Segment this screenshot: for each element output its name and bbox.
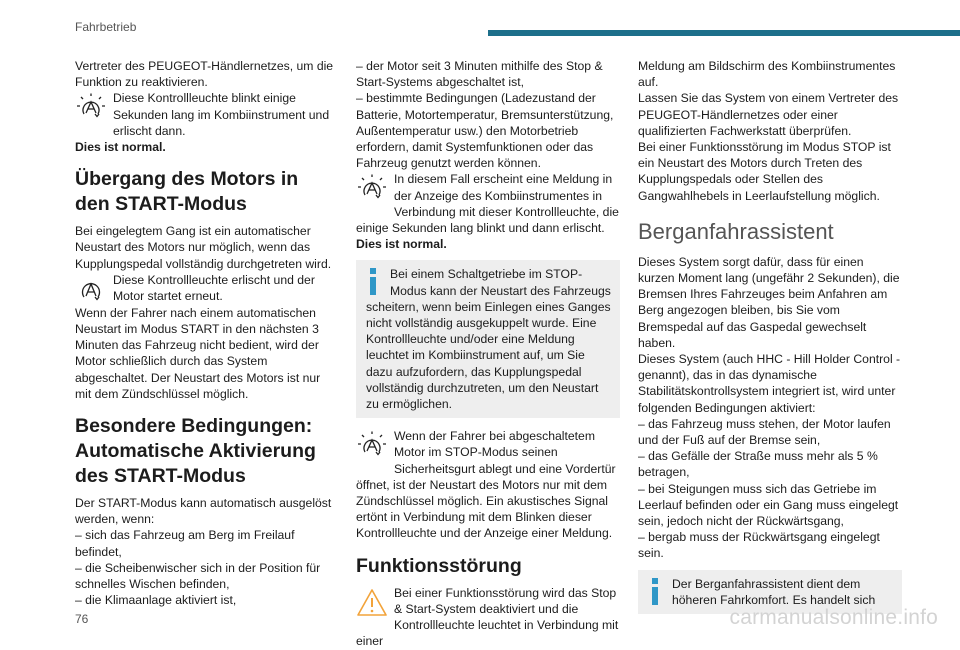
column-3 — [638, 58, 902, 624]
icon-description: Bei einer Funktionsstörung wird das Stop & Start-System deaktiviert und die Kontrollleuchte leuchtet in Verbindung mit einer — [356, 585, 619, 649]
stop-start-blinking-icon — [356, 173, 388, 204]
list-item: – das Gefälle der Straße muss mehr als 5 % betragen, — [638, 449, 878, 480]
paragraph: Meldung am Bildschirm des Kombiinstrumentes auf. — [638, 59, 896, 90]
info-note — [356, 260, 620, 418]
heading-special-conditions: Besondere Bedingungen: Automatische Aktivierung des START-Modus — [75, 415, 316, 488]
paragraph: Bei eingelegtem Gang ist ein automatischer Neustart des Motors nur möglich, wenn das Kupplungspedal vollständig durchgetreten wird. — [75, 224, 332, 271]
normal-note: Dies ist normal. — [75, 140, 166, 155]
paragraph: Bei einer Funktionsstörung im Modus STOP ist ein Neustart des Motors durch Treten des Kupplungspedals oder Stellen des Gangwahlhebels in Leerlaufstellung möglich. — [638, 140, 891, 203]
heading-hill-start-assist: Berganfahrassistent — [638, 218, 834, 244]
page-number: 76 — [75, 612, 89, 626]
icon-paragraph — [356, 428, 620, 541]
icon-paragraph — [356, 171, 620, 236]
list-item: – der Motor seit 3 Minuten mithilfe des Stop & Start-Systems abgeschaltet ist, — [356, 59, 603, 90]
stop-start-blinking-icon — [356, 430, 388, 461]
list-item: – die Klimaanlage aktiviert ist, — [75, 593, 237, 608]
list-item: – die Scheibenwischer sich in der Position für schnelles Wischen befinden, — [75, 560, 321, 592]
stop-start-blinking-icon — [75, 92, 107, 123]
heading-malfunction: Funktionsstörung — [356, 554, 522, 577]
stop-start-icon — [75, 274, 107, 305]
icon-paragraph — [75, 90, 338, 139]
list-item: – bei Steigungen muss sich das Getriebe im Leerlauf befinden oder ein Gang muss eingelegt sein, jedoch nicht der Rückwärtsgang, — [638, 481, 899, 529]
icon-description: Wenn der Fahrer bei abgeschaltetem Motor im STOP-Modus seinen Sicherheitsgurt ablegt und eine Vordertür öffnet, ist der Neustart des Motors nur mit dem Zündschlüssel möglich. Ein akustisches Signal ertönt in Verbindung mit dem Blinken dieser Kontrollleuchte und der Anzeige einer Meldung. — [356, 429, 616, 541]
watermark: carmanualsonline.info — [729, 606, 938, 629]
paragraph: Dieses System (auch HHC - Hill Holder Control - genannt), das in das dynamische Stabilitätskontrollsystem integriert ist, wird unter folgenden Bedingungen aktiviert: — [638, 352, 901, 415]
paragraph: Dieses System sorgt dafür, dass für einen kurzen Moment lang (ungefähr 2 Sekunden), die Bremsen Ihres Fahrzeuges beim Anfahren am Berg angezogen bleiben, bis Sie vom Bremspedal auf das Gaspedal gewechselt haben. — [638, 254, 900, 350]
list-item: – sich das Fahrzeug am Berg im Freilauf befindet, — [75, 528, 295, 559]
info-note-text: Der Berganfahrassistent dient dem höheren Fahrkomfort. Es handelt sich — [672, 576, 876, 607]
list-item: – bestimmte Bedingungen (Ladezustand der Batterie, Motortemperatur, Bremsunterstützung, Außentemperatur usw.) den Motorbetrieb erfordern, damit Systemfunktionen oder das Fahrzeug genutzt werden können. — [356, 91, 614, 171]
icon-description: Diese Kontrollleuchte blinkt einige Sekunden lang im Kombiinstrument und erlischt dann. — [113, 91, 330, 138]
column-2 — [356, 58, 620, 650]
header-accent-bar — [488, 30, 960, 36]
info-icon — [366, 268, 380, 295]
paragraph: Der START-Modus kann automatisch ausgelöst werden, wenn: — [75, 496, 332, 527]
list-item: – das Fahrzeug muss stehen, der Motor laufen und der Fuß auf der Bremse sein, — [638, 416, 891, 448]
running-header: Fahrbetrieb — [75, 20, 137, 34]
list-item: – bergab muss der Rückwärtsgang eingelegt sein. — [638, 530, 880, 561]
icon-description: Diese Kontrollleuchte erlischt und der Motor startet erneut. — [113, 272, 315, 304]
icon-paragraph — [75, 272, 338, 305]
info-note-text: Bei einem Schaltgetriebe im STOP-Modus kann der Neustart des Fahrzeugs scheitern, wenn beim Einlegen eines Ganges nicht vollständig ausgekuppelt wurde. Eine Kontrollleuchte und/oder eine Meldung leuchtet im Kombiinstrument auf, um Sie dazu aufzufordern, das Kupplungspedal vollständig durchzutreten, um den Neustart zu ermöglichen. — [366, 267, 611, 412]
normal-note: Dies ist normal. — [356, 237, 447, 252]
heading-start-mode: Übergang des Motors in den START-Modus — [75, 168, 299, 216]
paragraph: Vertreter des PEUGEOT-Händlernetzes, um die Funktion zu reaktivieren. — [75, 59, 334, 90]
paragraph: Wenn der Fahrer nach einem automatischen Neustart im Modus START in den nächsten 3 Minuten das Fahrzeug nicht bedient, wird der Motor schließlich durch das System abgeschaltet. Der Neustart des Motors ist nur mit dem Zündschlüssel möglich. — [75, 305, 321, 401]
column-1 — [75, 58, 338, 608]
info-icon — [648, 578, 662, 605]
icon-description: In diesem Fall erscheint eine Meldung in der Anzeige des Kombiinstrumentes in Verbindung mit dieser Kontrollleuchte, die einige Sekunden lang blinkt und dann erlischt. — [356, 172, 619, 236]
warning-triangle-icon — [356, 587, 388, 618]
paragraph: Lassen Sie das System von einem Vertreter des PEUGEOT-Händlernetzes oder einer qualifizierten Fachwerkstatt überprüfen. — [638, 91, 899, 138]
